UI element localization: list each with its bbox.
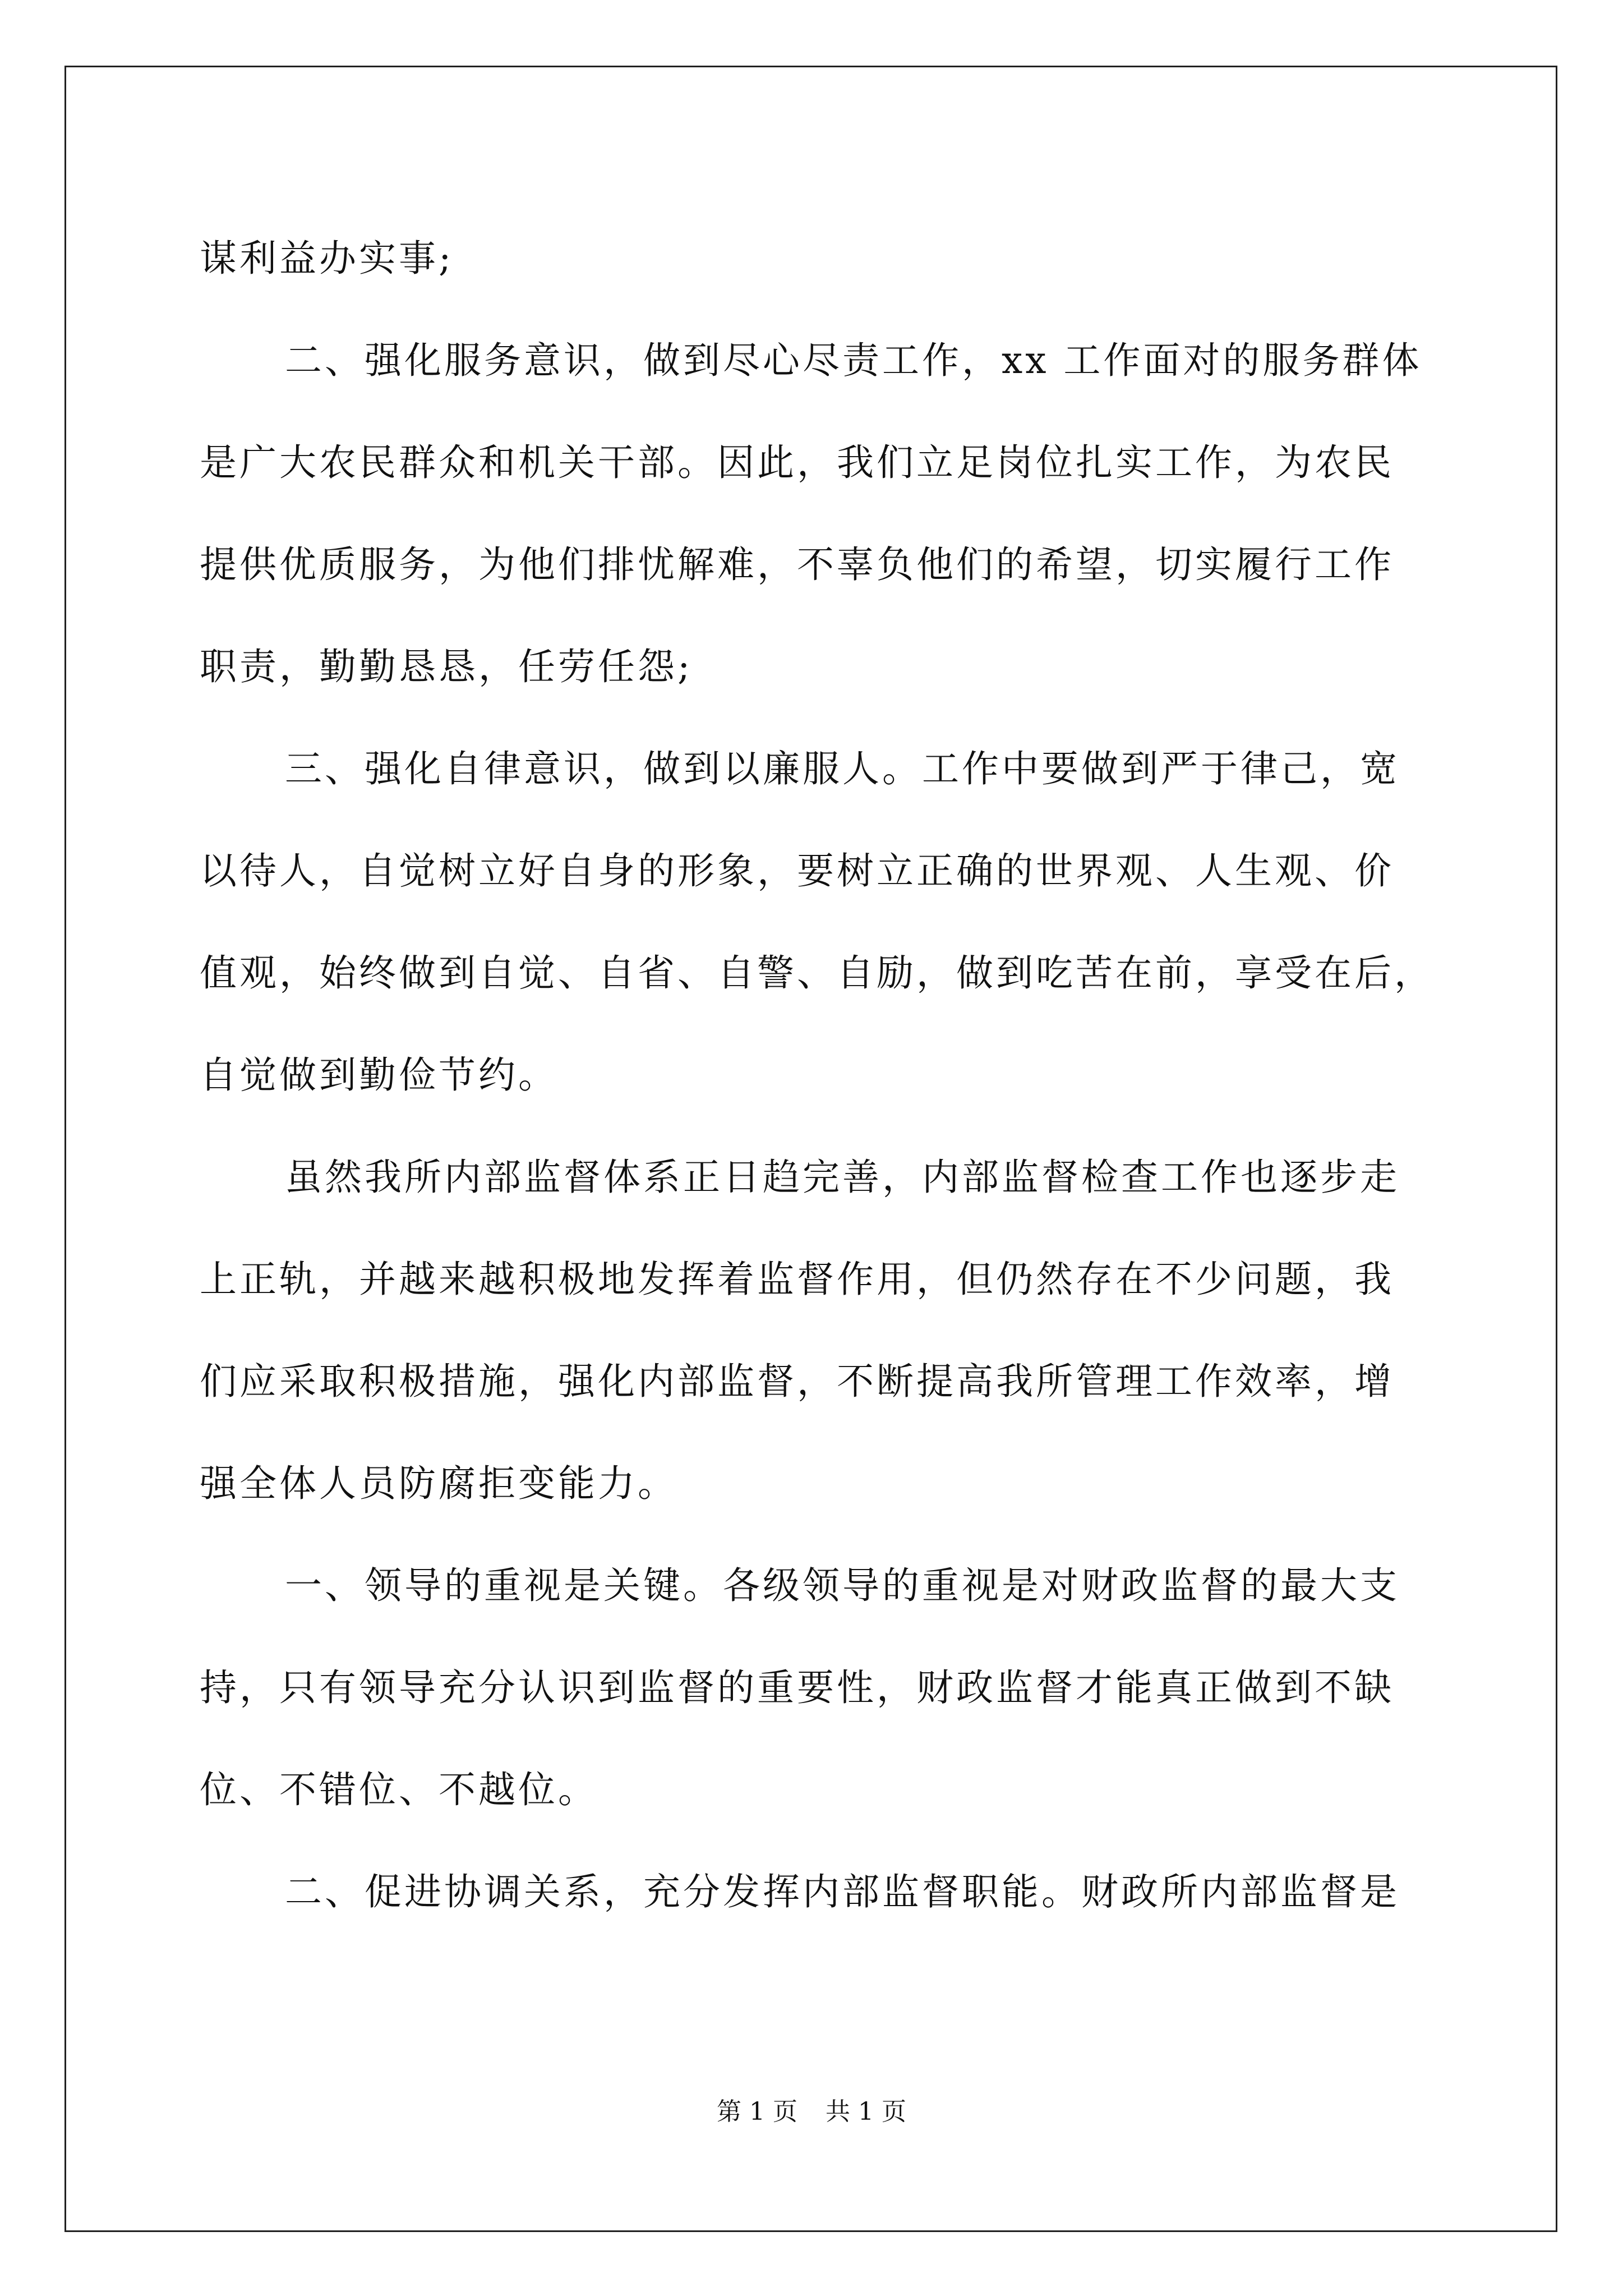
text-line: 一、领导的重视是关键。各级领导的重视是对财政监督的最大支 (285, 1564, 1400, 1607)
page-footer (0, 2091, 1623, 2127)
text-line: 二、强化服务意识，做到尽心尽责工作，xx 工作面对的服务群体 (285, 339, 1422, 382)
text-line: 强全体人员防腐拒变能力。 (200, 1462, 677, 1505)
text-line: 提供优质服务，为他们排忧解难，不辜负他们的希望，切实履行工作 (200, 543, 1394, 586)
text-line: 虽然我所内部监督体系正日趋完善，内部监督检查工作也逐步走 (285, 1156, 1400, 1199)
text-line: 谋利益办实事; (200, 237, 454, 280)
text-line: 职责，勤勤恳恳，任劳任怨; (200, 645, 693, 688)
document-body (200, 208, 1461, 1943)
text-line: 三、强化自律意识，做到以廉服人。工作中要做到严于律己，宽 (285, 747, 1400, 790)
text-line: 位、不错位、不越位。 (200, 1768, 598, 1811)
text-line: 以待人，自觉树立好自身的形象，要树立正确的世界观、人生观、价 (200, 849, 1394, 892)
text-line: 们应采取积极措施，强化内部监督，不断提高我所管理工作效率，增 (200, 1360, 1394, 1403)
text-line: 持，只有领导充分认识到监督的重要性，财政监督才能真正做到不缺 (200, 1666, 1394, 1709)
text-line: 值观，始终做到自觉、自省、自警、自励，做到吃苦在前，享受在后， (200, 951, 1434, 995)
page-total: 共 1 页 (826, 2097, 906, 2126)
text-line: 是广大农民群众和机关干部。因此，我们立足岗位扎实工作，为农民 (200, 441, 1394, 484)
page-number: 第 1 页 (717, 2097, 797, 2126)
text-line: 自觉做到勤俭节约。 (200, 1053, 558, 1097)
text-line: 二、促进协调关系，充分发挥内部监督职能。财政所内部监督是 (285, 1870, 1400, 1913)
text-line: 上正轨，并越来越积极地发挥着监督作用，但仍然存在不少问题，我 (200, 1258, 1394, 1301)
